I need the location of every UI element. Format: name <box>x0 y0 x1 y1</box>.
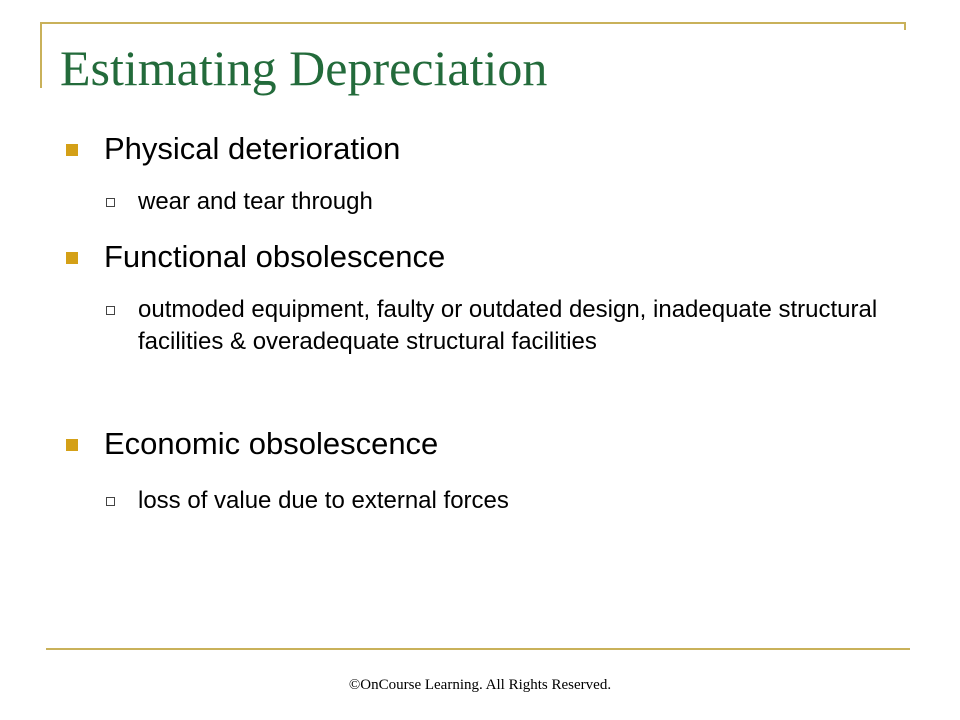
hollow-square-bullet-icon <box>106 497 115 506</box>
sub-bullet-text: loss of value due to external forces <box>138 487 509 514</box>
copyright-footer: ©OnCourse Learning. All Rights Reserved. <box>348 677 612 693</box>
bullet-label: Economic obsolescence <box>104 426 439 461</box>
bullet-label: Physical deterioration <box>104 131 401 166</box>
bullet-label: Functional obsolescence <box>104 239 446 274</box>
hollow-square-bullet-icon <box>106 306 115 315</box>
sub-bullet-text: wear and tear through <box>138 188 373 215</box>
hollow-square-bullet-icon <box>106 198 115 207</box>
square-bullet-icon <box>66 252 78 264</box>
square-bullet-icon <box>66 439 78 451</box>
sub-bullet-text: outmoded equipment, faulty or outdated design, inadequate structural facilities & overadequate structural facilities <box>138 296 878 355</box>
square-bullet-icon <box>66 144 78 156</box>
footer-rule <box>46 648 910 650</box>
slide-title: Estimating Depreciation <box>60 40 548 96</box>
